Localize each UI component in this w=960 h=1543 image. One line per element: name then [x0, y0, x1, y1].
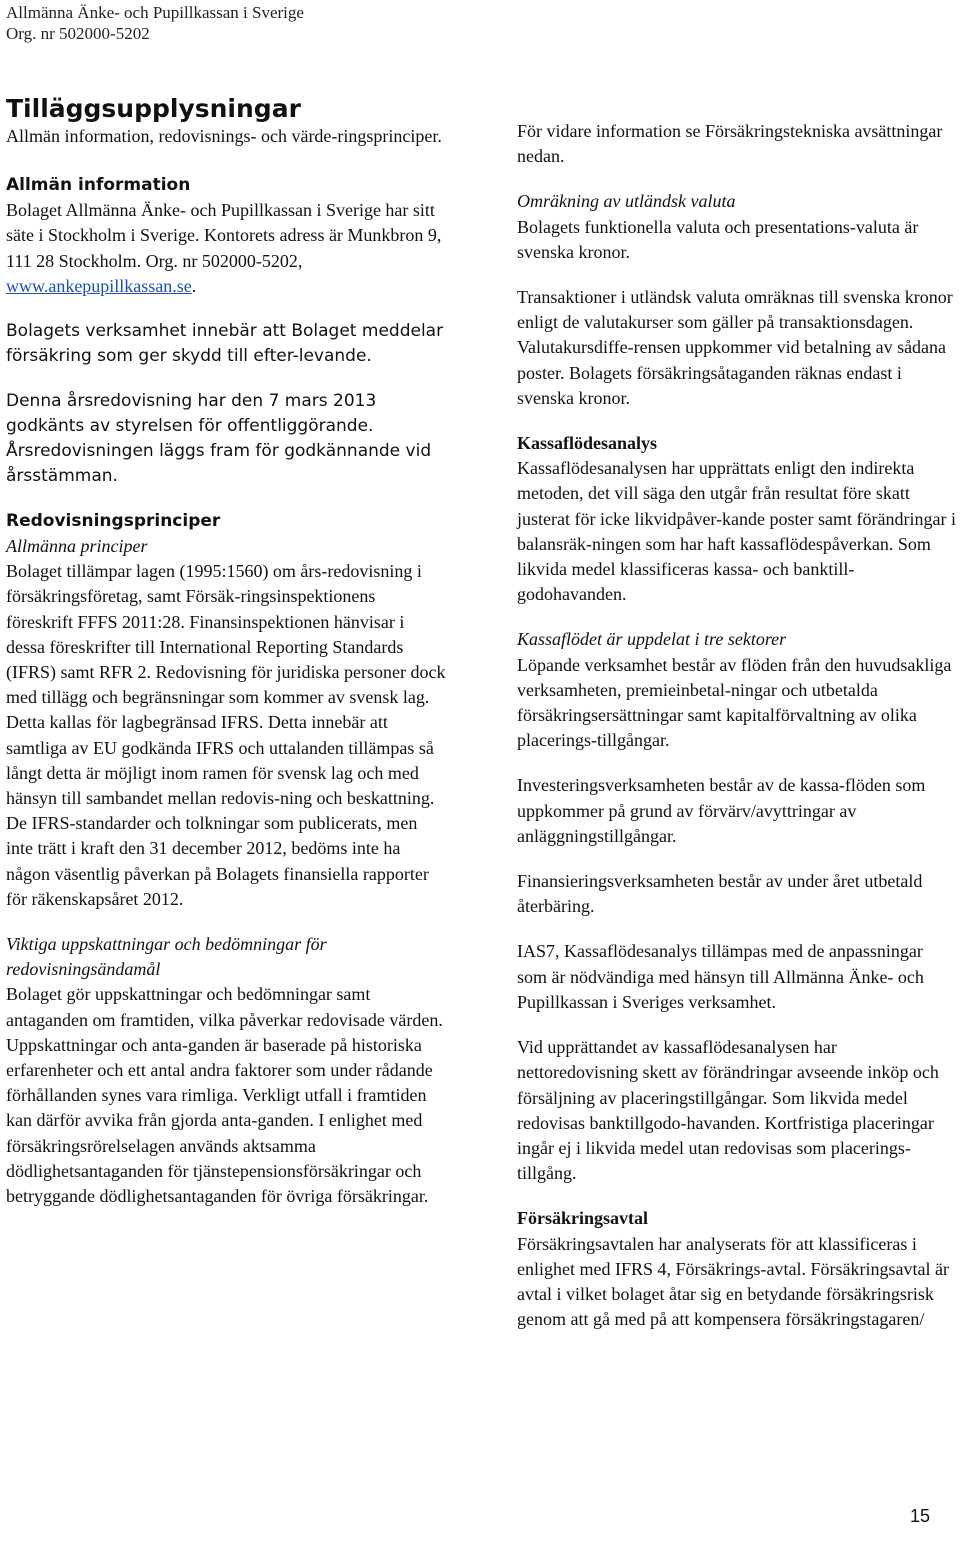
general-info-text	[6, 198, 446, 299]
estimates-text: Bolaget gör uppskattningar och bedömningar samt antaganden om framtiden, vilka påverkar redovisade värden. Uppskattningar och anta-ganden är baserade på historiska erfarenheter och ett antal andra faktorer som under rådande förhållanden synes vara rimliga. Verkligt utfall i framtiden kan därför avvika från gjorda anta-ganden. I enlighet med försäkringsrörelselagen används aktsamma dödlighetsantaganden för tjänstepensionsförsäkringar och betryggande dödlighetsantaganden för övriga försäkringar.	[6, 984, 443, 1207]
currency-text: Bolagets funktionella valuta och presentations-valuta är svenska kronor.	[517, 216, 919, 262]
activity-text: Bolagets verksamhet innebär att Bolaget meddelar försäkring som ger skydd till efter-levande.	[6, 321, 444, 367]
contracts-heading: Försäkringsavtal	[517, 1208, 649, 1229]
right-column	[517, 119, 957, 1332]
page-number: 15	[909, 1506, 930, 1526]
page-subtitle: Allmän information, redovisnings- och värde-ringsprinciper.	[6, 126, 442, 146]
cashflow-text: Kassaflödesanalysen har upprättats enligt den indirekta metoden, det vill säga den utgår från resultat före skatt justerat för icke likvidpåver-kande poster samt förändringar i balansräk-ningen som har haft kassaflödespåverkan. Som likvida medel klassificeras kassa- och banktill-godohavanden.	[517, 458, 956, 605]
transactions-text: Transaktioner i utländsk valuta omräknas till svenska kronor enligt de valutakurser som gäller på transaktionsdagen. Valutakursdiffe-rensen uppkommer vid betalning av sådana poster. Bolagets försäkringsåtaganden räknas endast i svenska kronor.	[517, 287, 953, 408]
cashflow-heading: Kassaflödesanalys	[517, 433, 658, 454]
website-link[interactable]: www.ankepupillkassan.se	[6, 275, 192, 296]
contracts-text: Försäkringsavtalen har analyserats för att klassificeras i enlighet med IFRS 4, Försäkrings-avtal. Försäkringsavtal är avtal i vilket bolaget åtar sig en betydande försäkringsrisk genom att gå med på att kompensera försäkringstagaren/	[517, 1233, 949, 1330]
org-name: Allmänna Änke- och Pupillkassan i Sverige	[6, 3, 304, 22]
financing-activities-text: Finansieringsverksamheten består av under året utbetald återbäring.	[517, 871, 923, 917]
operating-activities-text: Löpande verksamhet består av flöden från den huvudsakliga verksamheten, premieinbetal-ningar och utbetalda försäkringsersättningar samt kapitalförvaltning av olika placerings-tillgångar.	[517, 654, 952, 751]
net-reporting-text: Vid upprättandet av kassaflödesanalysen har nettoredovisning skett av förändringar avseende inköp och försäljning av placeringstillgångar. Som likvida medel redovisas banktillgodo-havanden. Kortfristiga placeringar ingår ej i likvida medel utan redovisas som placerings-tillgång.	[517, 1037, 939, 1184]
currency-heading: Omräkning av utländsk valuta	[517, 191, 736, 212]
page-header	[6, 2, 304, 44]
further-info-text: För vidare information se Försäkringstekniska avsättningar nedan.	[517, 121, 943, 167]
principles-heading: Redovisningsprinciper	[6, 511, 221, 532]
approval-text: Denna årsredovisning har den 7 mars 2013 godkänts av styrelsen för offentliggörande. Årsredovisningen läggs fram för godkännande vid årsstämman.	[6, 391, 432, 487]
estimates-heading: Viktiga uppskattningar och bedömningar för redovisningsändamål	[6, 934, 327, 980]
page-title: Tilläggsupplysningar	[6, 94, 301, 123]
principles-subheading: Allmänna principer	[6, 536, 148, 557]
website-suffix: .	[191, 275, 197, 296]
general-info-body: Bolaget Allmänna Änke- och Pupillkassan i Sverige har sitt säte i Stockholm i Sverige. Kontorets adress är Munkbron 9, 111 28 Stockholm. Org. nr 502000-5202,	[6, 200, 442, 271]
sectors-heading: Kassaflödet är uppdelat i tre sektorer	[517, 629, 787, 650]
ias7-text: IAS7, Kassaflödesanalys tillämpas med de anpassningar som är nödvändiga med hänsyn till Allmänna Änke- och Pupillkassan i Sveriges verksamhet.	[517, 941, 924, 1012]
general-info-heading: Allmän information	[6, 175, 191, 196]
principles-text: Bolaget tillämpar lagen (1995:1560) om års-redovisning i försäkringsföretag, samt Försäk-ringsinspektionens föreskrift FFFS 2011:28. Finansinspektionen hänvisar i dessa föreskrifter till International Reporting Standards (IFRS) samt RFR 2. Redovisning för juridiska personer dock med tillägg och begränsningar som kommer av svensk lag. Detta kallas för lagbegränsad IFRS. Detta innebär att samtliga av EU godkända IFRS och uttalanden tillämpas så långt detta är möjligt inom ramen för svensk lag och med hänsyn till sambandet mellan redovis-ning och beskattning. De IFRS-standarder och tolkningar som publicerats, men inte trätt i kraft den 31 december 2012, bedöms inte ha någon väsentlig påverkan på Bolagets finansiella rapporter för räkenskapsåret 2012.	[6, 561, 446, 909]
investing-activities-text: Investeringsverksamheten består av de kassa-flöden som uppkommer på grund av förvärv/avyttringar av anläggningstillgångar.	[517, 775, 926, 846]
left-column	[6, 94, 446, 1209]
org-number: Org. nr 502000-5202	[6, 24, 150, 43]
